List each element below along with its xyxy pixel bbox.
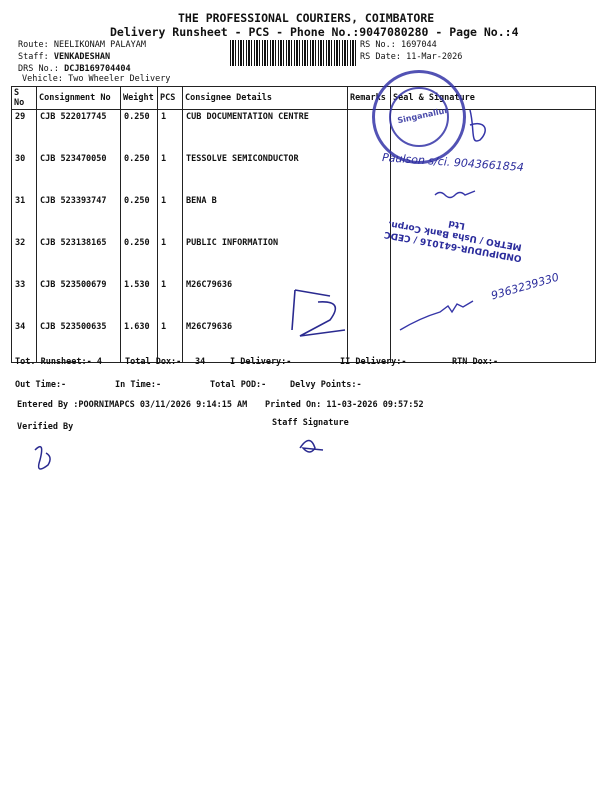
i-delivery: I Delivery:- — [230, 357, 292, 367]
cell-consignment: CJB 523393747 — [37, 194, 121, 236]
vehicle-label: Vehicle: — [22, 74, 63, 84]
cell-pcs: 1 — [158, 236, 183, 278]
rtn-dox: RTN Dox:- — [452, 357, 499, 367]
rs-date-label: RS Date: — [360, 52, 401, 62]
cell-consignee: M26C79636 — [183, 320, 348, 363]
cell-pcs: 1 — [158, 194, 183, 236]
delvy-points: Delvy Points:- — [290, 380, 362, 390]
cell-consignment: CJB 523470050 — [37, 152, 121, 194]
signature-row33 — [400, 301, 473, 330]
cell-consignment: CJB 522017745 — [37, 110, 121, 153]
cell-pcs: 1 — [158, 110, 183, 153]
cell-pcs: 1 — [158, 278, 183, 320]
col-seal-signature: Seal & Signature — [391, 87, 596, 110]
cell-consignee: BENA B — [183, 194, 348, 236]
staff-value: VENKADESHAN — [53, 52, 111, 62]
printed-on: Printed On: 11-03-2026 09:57:52 — [265, 400, 424, 410]
cell-sno: 30 — [12, 152, 37, 194]
drs-label: DRS No.: — [18, 64, 59, 74]
cell-consignment: CJB 523500679 — [37, 278, 121, 320]
verified-by: Verified By — [17, 422, 74, 432]
cell-weight: 0.250 — [121, 110, 158, 153]
route-label: Route: — [18, 40, 49, 50]
cell-pcs: 1 — [158, 320, 183, 363]
cell-weight: 1.530 — [121, 278, 158, 320]
cell-weight: 1.630 — [121, 320, 158, 363]
cell-weight: 0.250 — [121, 194, 158, 236]
col-consignment: Consignment No — [37, 87, 121, 110]
cell-consignment: CJB 523500635 — [37, 320, 121, 363]
cell-sno: 33 — [12, 278, 37, 320]
cell-pcs: 1 — [158, 152, 183, 194]
cell-consignee: CUB DOCUMENTATION CENTRE — [183, 110, 348, 153]
staff-signature-mark — [300, 441, 323, 453]
cell-sno: 34 — [12, 320, 37, 363]
total-dox-label: Total Dox:- — [125, 357, 182, 367]
col-weight: Weight — [121, 87, 158, 110]
route-value: NEELIKONAM PALAYAM — [53, 40, 146, 50]
total-dox-value: 34 — [195, 357, 206, 367]
tot-runsheet: Tot. Runsheet:- 4 — [15, 357, 102, 367]
cell-weight: 0.250 — [121, 152, 158, 194]
rs-no-value: 1697044 — [400, 40, 437, 50]
cell-consignee: M26C79636 — [183, 278, 348, 320]
signature-row31 — [435, 191, 475, 198]
cell-consignee: TESSOLVE SEMICONDUCTOR — [183, 152, 348, 194]
drs-value: DCJB169704404 — [64, 64, 131, 74]
in-time: In Time:- — [115, 380, 162, 390]
cell-sno: 31 — [12, 194, 37, 236]
seal-text: Singanallur — [396, 105, 449, 126]
out-time: Out Time:- — [15, 380, 67, 390]
col-sno: S No — [12, 87, 37, 110]
company-title: THE PROFESSIONAL COURIERS, COIMBATORE — [178, 11, 435, 25]
runsheet-subtitle: Delivery Runsheet - PCS - Phone No.:9047080280 - Page No.:4 — [110, 25, 519, 39]
verified-by-signature — [35, 447, 50, 469]
signature-row29 — [470, 110, 485, 141]
staff-label: Staff: — [18, 52, 49, 62]
signature-row34 — [292, 290, 345, 336]
rs-no-label: RS No.: — [360, 40, 396, 50]
cell-consignee: PUBLIC INFORMATION — [183, 236, 348, 278]
ii-delivery: II Delivery:- — [340, 357, 407, 367]
cell-consignment: CJB 523138165 — [37, 236, 121, 278]
entered-by: Entered By :POORNIMAPCS 03/11/2026 9:14:15 AM — [17, 400, 248, 410]
rectangular-stamp: ONDIPUDUR-641016 / CEDC METRO / Usha Bank Corpn. Ltd — [383, 217, 523, 263]
col-remarks: Remarks — [348, 87, 391, 110]
col-pcs: PCS — [158, 87, 183, 110]
col-consignee: Consignee Details — [183, 87, 348, 110]
cell-sno: 29 — [12, 110, 37, 153]
handwriting-row33: 9363239330 — [489, 270, 561, 303]
cell-weight: 0.250 — [121, 236, 158, 278]
vehicle-value: Two Wheeler Delivery — [68, 74, 171, 84]
staff-signature-label: Staff Signature — [272, 418, 349, 428]
rs-date-value: 11-Mar-2026 — [406, 52, 463, 62]
handwriting-row30: Paulson s/ci. 9043661854 — [381, 151, 525, 174]
cell-sno: 32 — [12, 236, 37, 278]
total-pod: Total POD:- — [210, 380, 267, 390]
